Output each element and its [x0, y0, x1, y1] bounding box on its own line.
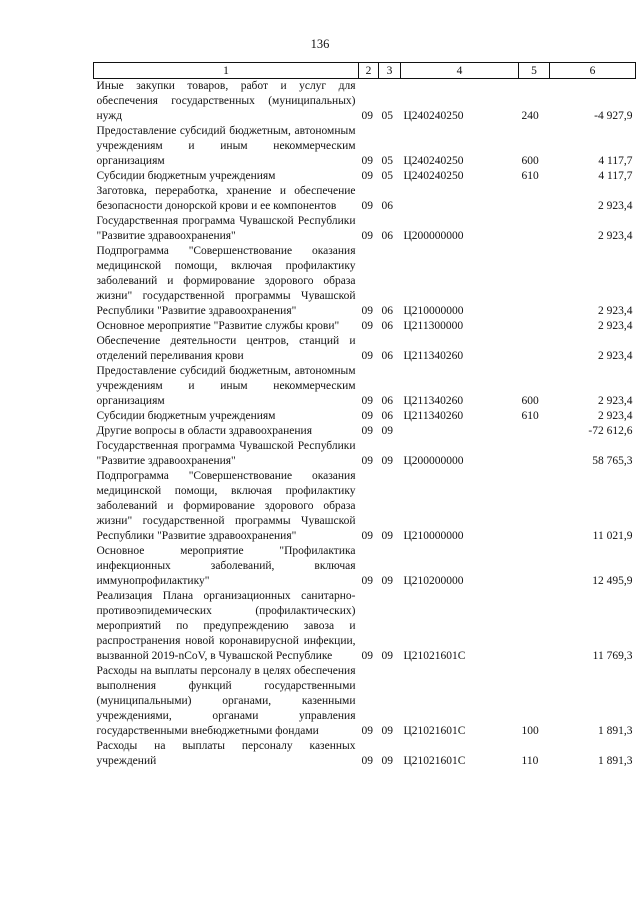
row-expense-type [519, 184, 550, 214]
row-amount: 2 923,4 [598, 305, 633, 317]
row-target-article: Ц200000000 [403, 455, 464, 467]
row-name: Заготовка, переработка, хранение и обеспечение безопасности донорской крови и ее компонентов [96, 185, 356, 212]
row-expense-type: 600 [521, 155, 539, 167]
row-subsection: 05 [381, 155, 393, 167]
row-section: 09 [361, 110, 373, 122]
row-expense-type: 610 [521, 410, 539, 422]
row-section: 09 [361, 305, 373, 317]
table-row [94, 469, 636, 544]
row-target-article: Ц210000000 [403, 305, 464, 317]
row-target-article [401, 424, 519, 439]
row-target-article: Ц21021601С [403, 725, 466, 737]
row-section: 09 [361, 350, 373, 362]
row-amount: 2 923,4 [598, 230, 633, 242]
row-expense-type [519, 319, 550, 334]
row-target-article: Ц211340260 [403, 395, 464, 407]
row-expense-type: 610 [521, 170, 539, 182]
row-name: Государственная программа Чувашской Республики "Развитие здравоохранения" [96, 215, 356, 242]
row-amount: -72 612,6 [588, 425, 633, 437]
row-amount: 4 117,7 [598, 170, 633, 182]
table-row [94, 544, 636, 589]
table-row [94, 364, 636, 409]
row-name: Реализация Плана организационных санитарно-противоэпидемических (профилактических) мероприятий по предупреждению завоза и распространения новой коронавирусной инфекции, вызванной 2019-nCoV, в Чувашской Республике [96, 590, 356, 662]
row-target-article: Ц240240250 [403, 110, 464, 122]
row-subsection: 09 [381, 425, 393, 437]
table-row [94, 439, 636, 469]
row-subsection: 06 [381, 305, 393, 317]
row-section: 09 [361, 155, 373, 167]
row-section: 09 [361, 650, 373, 662]
row-target-article: Ц210200000 [403, 575, 464, 587]
row-amount: 11 769,3 [592, 650, 633, 662]
row-section: 09 [361, 395, 373, 407]
budget-table [93, 62, 636, 769]
row-name: Предоставление субсидий бюджетным, автономным учреждениям и иным некоммерческим организациям [96, 125, 356, 167]
row-section: 09 [361, 755, 373, 767]
row-section: 09 [361, 320, 373, 332]
row-subsection: 09 [381, 530, 393, 542]
row-target-article: Ц211340260 [403, 410, 464, 422]
row-section: 09 [361, 410, 373, 422]
row-section: 09 [361, 455, 373, 467]
row-section: 09 [361, 725, 373, 737]
row-section: 09 [361, 230, 373, 242]
column-header-name: 1 [94, 63, 359, 79]
column-header-subsection: 3 [379, 63, 401, 79]
table-row [94, 319, 636, 334]
table-header-row [94, 63, 636, 79]
table-row [94, 589, 636, 664]
row-amount: 58 765,3 [592, 455, 633, 467]
table-row [94, 334, 636, 364]
row-name: Подпрограмма "Совершенствование оказания медицинской помощи, включая профилактику заболеваний и формирование здорового образа жизни" государственной программы Чувашской Республики "Развитие здравоохранения" [96, 470, 356, 542]
row-name: Обеспечение деятельности центров, станций и отделений переливания крови [96, 335, 356, 362]
table-row [94, 79, 636, 125]
row-name: Основное мероприятие "Развитие службы крови" [96, 320, 340, 332]
row-name: Основное мероприятие "Профилактика инфекционных заболеваний, включая иммунопрофилактику" [96, 545, 356, 587]
row-name: Субсидии бюджетным учреждениям [96, 410, 276, 422]
row-section: 09 [361, 425, 373, 437]
table-row [94, 409, 636, 424]
row-name: Предоставление субсидий бюджетным, автономным учреждениям и иным некоммерческим организациям [96, 365, 356, 407]
row-subsection: 06 [381, 200, 393, 212]
row-expense-type: 100 [521, 725, 539, 737]
row-target-article: Ц21021601С [403, 755, 466, 767]
table-row [94, 739, 636, 769]
row-expense-type [519, 439, 550, 469]
row-expense-type [519, 244, 550, 319]
row-target-article [401, 184, 519, 214]
table-row [94, 244, 636, 319]
column-header-amount: 6 [550, 63, 636, 79]
row-expense-type: 240 [521, 110, 539, 122]
row-amount: 12 495,9 [592, 575, 633, 587]
row-amount: -4 927,9 [594, 110, 633, 122]
row-name: Расходы на выплаты персоналу в целях обеспечения выполнения функций государственными (муниципальными) органами, казенными учреждениями, органами управления государственными внебюджетными фондами [96, 665, 356, 737]
row-section: 09 [361, 170, 373, 182]
row-subsection: 09 [381, 575, 393, 587]
row-expense-type [519, 544, 550, 589]
table-row [94, 184, 636, 214]
row-subsection: 06 [381, 410, 393, 422]
row-target-article: Ц240240250 [403, 170, 464, 182]
row-target-article: Ц21021601С [403, 650, 466, 662]
table-row [94, 124, 636, 169]
row-expense-type [519, 214, 550, 244]
row-target-article: Ц240240250 [403, 155, 464, 167]
row-amount: 2 923,4 [598, 395, 633, 407]
column-header-section: 2 [359, 63, 379, 79]
column-header-expense-type: 5 [519, 63, 550, 79]
row-amount: 4 117,7 [598, 155, 633, 167]
row-amount: 1 891,3 [598, 755, 633, 767]
table-row [94, 214, 636, 244]
row-expense-type [519, 589, 550, 664]
row-amount: 2 923,4 [598, 200, 633, 212]
row-name: Иные закупки товаров, работ и услуг для обеспечения государственных (муниципальных) нужд [96, 80, 356, 122]
row-expense-type: 110 [521, 755, 539, 767]
row-expense-type [519, 469, 550, 544]
row-name: Государственная программа Чувашской Республики "Развитие здравоохранения" [96, 440, 356, 467]
row-section: 09 [361, 530, 373, 542]
row-subsection: 05 [381, 110, 393, 122]
row-target-article: Ц200000000 [403, 230, 464, 242]
row-amount: 11 021,9 [592, 530, 633, 542]
row-target-article: Ц211300000 [403, 320, 464, 332]
table-row [94, 169, 636, 184]
row-subsection: 06 [381, 320, 393, 332]
row-section: 09 [361, 575, 373, 587]
row-amount: 2 923,4 [598, 320, 633, 332]
row-name: Подпрограмма "Совершенствование оказания медицинской помощи, включая профилактику заболеваний и формирование здорового образа жизни" государственной программы Чувашской Республики "Развитие здравоохранения" [96, 245, 356, 317]
row-subsection: 06 [381, 350, 393, 362]
row-subsection: 06 [381, 395, 393, 407]
table-row [94, 424, 636, 439]
row-name: Другие вопросы в области здравоохранения [96, 425, 312, 437]
row-expense-type [519, 334, 550, 364]
row-amount: 2 923,4 [598, 410, 633, 422]
page-number: 136 [310, 37, 330, 51]
row-subsection: 09 [381, 725, 393, 737]
row-target-article: Ц210000000 [403, 530, 464, 542]
row-subsection: 09 [381, 755, 393, 767]
column-header-target-article: 4 [401, 63, 519, 79]
row-expense-type [519, 424, 550, 439]
row-section: 09 [361, 200, 373, 212]
row-amount: 2 923,4 [598, 350, 633, 362]
row-amount: 1 891,3 [598, 725, 633, 737]
row-target-article: Ц211340260 [403, 350, 464, 362]
row-name: Субсидии бюджетным учреждениям [96, 170, 276, 182]
row-subsection: 06 [381, 230, 393, 242]
table-row [94, 664, 636, 739]
row-subsection: 05 [381, 170, 393, 182]
row-expense-type: 600 [521, 395, 539, 407]
row-subsection: 09 [381, 650, 393, 662]
row-subsection: 09 [381, 455, 393, 467]
row-name: Расходы на выплаты персоналу казенных учреждений [96, 740, 356, 767]
